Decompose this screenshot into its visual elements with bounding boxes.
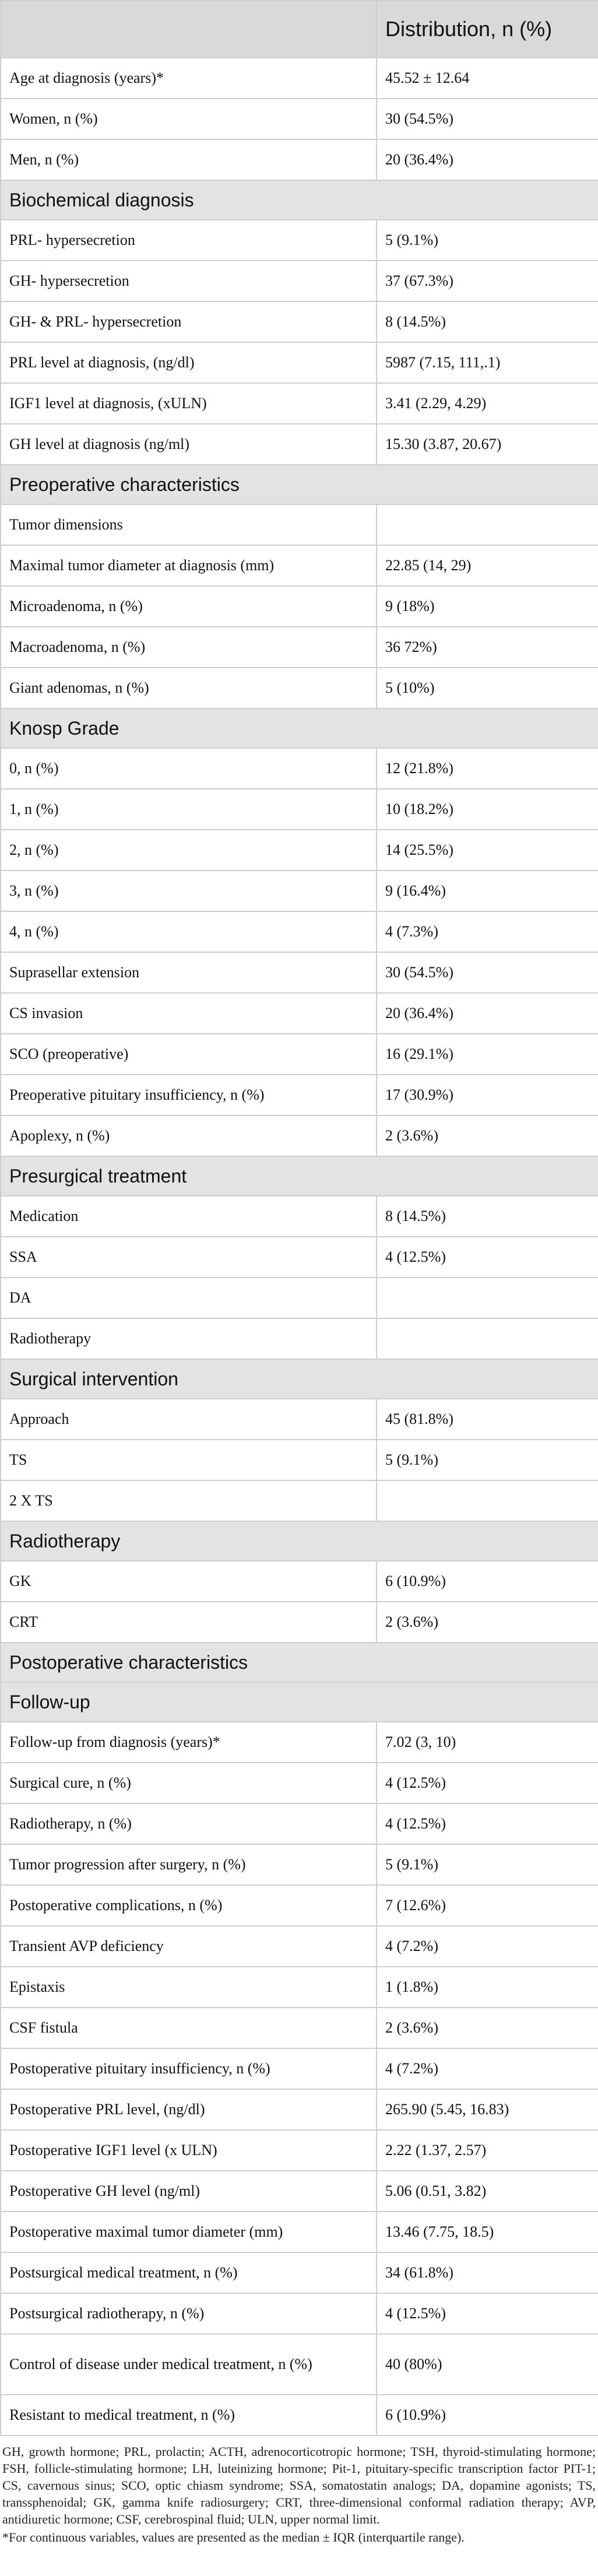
table-row	[1, 1237, 598, 1278]
row-value: 4 (7.3%)	[377, 911, 598, 952]
table-row	[1, 789, 598, 830]
table-row	[1, 1967, 598, 2008]
table-row	[1, 342, 598, 383]
section-header-row	[1, 1643, 598, 1682]
row-value: 1 (1.8%)	[377, 1967, 598, 2008]
section-header-row	[1, 1156, 598, 1196]
row-value: 5 (9.1%)	[377, 1440, 598, 1480]
row-value: 7.02 (3, 10)	[377, 1722, 598, 1763]
table-row	[1, 2048, 598, 2089]
row-value: 20 (36.4%)	[377, 993, 598, 1034]
row-label: Radiotherapy	[1, 1318, 377, 1359]
row-value: 2 (3.6%)	[377, 1602, 598, 1643]
row-label: DA	[1, 1278, 377, 1318]
row-label: Giant adenomas, n (%)	[1, 668, 377, 708]
table-row	[1, 2008, 598, 2048]
row-value: 7 (12.6%)	[377, 1885, 598, 1926]
row-value: 5 (9.1%)	[377, 1844, 598, 1885]
row-label: Women, n (%)	[1, 99, 377, 139]
table-row	[1, 1763, 598, 1803]
row-label: 3, n (%)	[1, 871, 377, 911]
row-label: 4, n (%)	[1, 911, 377, 952]
row-value: 9 (16.4%)	[377, 871, 598, 911]
row-value: 5 (10%)	[377, 668, 598, 708]
row-value: 30 (54.5%)	[377, 99, 598, 139]
table-row	[1, 261, 598, 301]
row-value	[377, 1278, 598, 1318]
table-row	[1, 1722, 598, 1763]
row-label: 2 X TS	[1, 1480, 377, 1521]
row-label: Preoperative pituitary insufficiency, n (%)	[1, 1075, 377, 1115]
row-value: 22.85 (14, 29)	[377, 545, 598, 586]
row-label: Postoperative pituitary insufficiency, n (%)	[1, 2048, 377, 2089]
row-value: 5987 (7.15, 111,.1)	[377, 342, 598, 383]
row-label: GH level at diagnosis (ng/ml)	[1, 424, 377, 465]
row-value: 45 (81.8%)	[377, 1399, 598, 1440]
row-value: 5 (9.1%)	[377, 220, 598, 261]
section-header-row	[1, 180, 598, 220]
table-row	[1, 2293, 598, 2334]
table-row	[1, 2089, 598, 2130]
row-value: 8 (14.5%)	[377, 1196, 598, 1237]
row-label: Microadenoma, n (%)	[1, 586, 377, 627]
table-row	[1, 301, 598, 342]
abbreviations-note: GH, growth hormone; PRL, prolactin; ACTH, adrenocorticotropic hormone; TSH, thyroid-stimulating hormone; FSH, follicle-stimulating hormone; LH, luteinizing hormone; Pit-1, pituitary-specific transcription factor PIT-1; CS, cavernous sinus; SCO, optic chiasm syndrome; SSA, somatostatin analogs; DA, dopamine agonists; TS, transsphenoidal; GK, gamma knife radiosurgery; CRT, three-dimensional conformal radiation therapy; AVP, antidiuretic hormone; CSF, cerebrospinal fluid; ULN, upper normal limit.	[2, 2444, 596, 2526]
row-value: 265.90 (5.45, 16.83)	[377, 2089, 598, 2130]
table-row	[1, 2130, 598, 2171]
table-row	[1, 220, 598, 261]
row-label: GH- & PRL- hypersecretion	[1, 301, 377, 342]
row-value: 8 (14.5%)	[377, 301, 598, 342]
row-value: 30 (54.5%)	[377, 952, 598, 993]
section-title: Preoperative characteristics	[1, 465, 598, 504]
row-value: 12 (21.8%)	[377, 748, 598, 789]
row-label: Postsurgical radiotherapy, n (%)	[1, 2293, 377, 2334]
table-row	[1, 1926, 598, 1967]
row-label: Resistant to medical treatment, n (%)	[1, 2395, 377, 2435]
table-row	[1, 545, 598, 586]
table-row	[1, 2212, 598, 2252]
row-label: Postoperative IGF1 level (x ULN)	[1, 2130, 377, 2171]
table-footnote	[0, 2443, 598, 2546]
row-value: 4 (12.5%)	[377, 1237, 598, 1278]
row-label: Epistaxis	[1, 1967, 377, 2008]
row-label: SSA	[1, 1237, 377, 1278]
row-value: 4 (7.2%)	[377, 2048, 598, 2089]
row-value	[377, 1480, 598, 1521]
row-label: Postoperative complications, n (%)	[1, 1885, 377, 1926]
row-value: 40 (80%)	[377, 2334, 598, 2395]
row-label: Radiotherapy, n (%)	[1, 1803, 377, 1844]
row-value: 13.46 (7.75, 18.5)	[377, 2212, 598, 2252]
row-label: CS invasion	[1, 993, 377, 1034]
table-row	[1, 1844, 598, 1885]
table-row	[1, 1318, 598, 1359]
row-label: CSF fistula	[1, 2008, 377, 2048]
row-value: 15.30 (3.87, 20.67)	[377, 424, 598, 465]
table-row	[1, 139, 598, 180]
table-row	[1, 58, 598, 99]
row-label: Surgical cure, n (%)	[1, 1763, 377, 1803]
table-row	[1, 1440, 598, 1480]
table-row	[1, 383, 598, 424]
row-label: PRL level at diagnosis, (ng/dl)	[1, 342, 377, 383]
table-row	[1, 1115, 598, 1156]
row-value: 37 (67.3%)	[377, 261, 598, 301]
table-row	[1, 2171, 598, 2212]
table-row	[1, 1602, 598, 1643]
table-row	[1, 668, 598, 708]
table-row	[1, 871, 598, 911]
row-value	[377, 1318, 598, 1359]
header-cell-distribution: Distribution, n (%)	[377, 1, 598, 58]
table-header-row	[1, 1, 598, 58]
row-label: Tumor progression after surgery, n (%)	[1, 1844, 377, 1885]
table-row	[1, 952, 598, 993]
table-body	[1, 58, 598, 2435]
row-value: 2.22 (1.37, 2.57)	[377, 2130, 598, 2171]
section-title: Presurgical treatment	[1, 1156, 598, 1196]
row-label: 0, n (%)	[1, 748, 377, 789]
table-row	[1, 911, 598, 952]
section-title: Radiotherapy	[1, 1521, 598, 1561]
section-header-row	[1, 1521, 598, 1561]
section-title: Follow-up	[1, 1682, 598, 1722]
table-row	[1, 2252, 598, 2293]
row-value: 45.52 ± 12.64	[377, 58, 598, 99]
row-label: Maximal tumor diameter at diagnosis (mm)	[1, 545, 377, 586]
row-value: 4 (12.5%)	[377, 1803, 598, 1844]
section-title: Surgical intervention	[1, 1359, 598, 1399]
table-row	[1, 1803, 598, 1844]
table-row	[1, 2334, 598, 2395]
table-row	[1, 2395, 598, 2435]
row-label: Men, n (%)	[1, 139, 377, 180]
row-label: Tumor dimensions	[1, 504, 377, 545]
section-header-row	[1, 1359, 598, 1399]
section-header-row	[1, 708, 598, 748]
row-label: Approach	[1, 1399, 377, 1440]
row-label: Apoplexy, n (%)	[1, 1115, 377, 1156]
row-value: 6 (10.9%)	[377, 1561, 598, 1602]
row-value: 9 (18%)	[377, 586, 598, 627]
table-row	[1, 1885, 598, 1926]
row-label: Follow-up from diagnosis (years)*	[1, 1722, 377, 1763]
row-label: CRT	[1, 1602, 377, 1643]
table-row	[1, 504, 598, 545]
row-label: Postoperative maximal tumor diameter (mm)	[1, 2212, 377, 2252]
table-row	[1, 993, 598, 1034]
section-header-row	[1, 465, 598, 504]
row-label: Age at diagnosis (years)*	[1, 58, 377, 99]
table-row	[1, 1399, 598, 1440]
row-label: Postoperative GH level (ng/ml)	[1, 2171, 377, 2212]
section-title: Knosp Grade	[1, 708, 598, 748]
row-label: Medication	[1, 1196, 377, 1237]
row-value: 6 (10.9%)	[377, 2395, 598, 2435]
row-value: 3.41 (2.29, 4.29)	[377, 383, 598, 424]
section-title: Biochemical diagnosis	[1, 180, 598, 220]
row-label: Transient AVP deficiency	[1, 1926, 377, 1967]
continuous-variables-note: *For continuous variables, values are presented as the median ± IQR (interquartile range).	[2, 2530, 465, 2545]
row-label: Macroadenoma, n (%)	[1, 627, 377, 668]
table-row	[1, 1196, 598, 1237]
row-value: 4 (7.2%)	[377, 1926, 598, 1967]
row-value: 14 (25.5%)	[377, 830, 598, 871]
table-row	[1, 830, 598, 871]
table-row	[1, 627, 598, 668]
row-label: Control of disease under medical treatment, n (%)	[1, 2334, 377, 2395]
table-row	[1, 1278, 598, 1318]
header-cell-label	[1, 1, 377, 58]
row-value: 4 (12.5%)	[377, 2293, 598, 2334]
table-row	[1, 586, 598, 627]
table-row	[1, 1075, 598, 1115]
row-label: 1, n (%)	[1, 789, 377, 830]
section-title: Postoperative characteristics	[1, 1643, 598, 1682]
row-label: Postsurgical medical treatment, n (%)	[1, 2252, 377, 2293]
row-label: Postoperative PRL level, (ng/dl)	[1, 2089, 377, 2130]
table-row	[1, 748, 598, 789]
row-value: 16 (29.1%)	[377, 1034, 598, 1075]
row-label: 2, n (%)	[1, 830, 377, 871]
row-label: SCO (preoperative)	[1, 1034, 377, 1075]
table-row	[1, 1480, 598, 1521]
row-label: GH- hypersecretion	[1, 261, 377, 301]
row-label: GK	[1, 1561, 377, 1602]
row-value	[377, 504, 598, 545]
row-value: 10 (18.2%)	[377, 789, 598, 830]
row-label: PRL- hypersecretion	[1, 220, 377, 261]
row-value: 34 (61.8%)	[377, 2252, 598, 2293]
row-value: 4 (12.5%)	[377, 1763, 598, 1803]
row-value: 36 72%)	[377, 627, 598, 668]
table-row	[1, 99, 598, 139]
row-value: 5.06 (0.51, 3.82)	[377, 2171, 598, 2212]
table-row	[1, 424, 598, 465]
row-label: IGF1 level at diagnosis, (xULN)	[1, 383, 377, 424]
row-value: 2 (3.6%)	[377, 1115, 598, 1156]
row-value: 2 (3.6%)	[377, 2008, 598, 2048]
table-row	[1, 1561, 598, 1602]
row-label: Suprasellar extension	[1, 952, 377, 993]
row-value: 20 (36.4%)	[377, 139, 598, 180]
row-label: TS	[1, 1440, 377, 1480]
table-row	[1, 1034, 598, 1075]
section-header-row	[1, 1682, 598, 1722]
row-value: 17 (30.9%)	[377, 1075, 598, 1115]
